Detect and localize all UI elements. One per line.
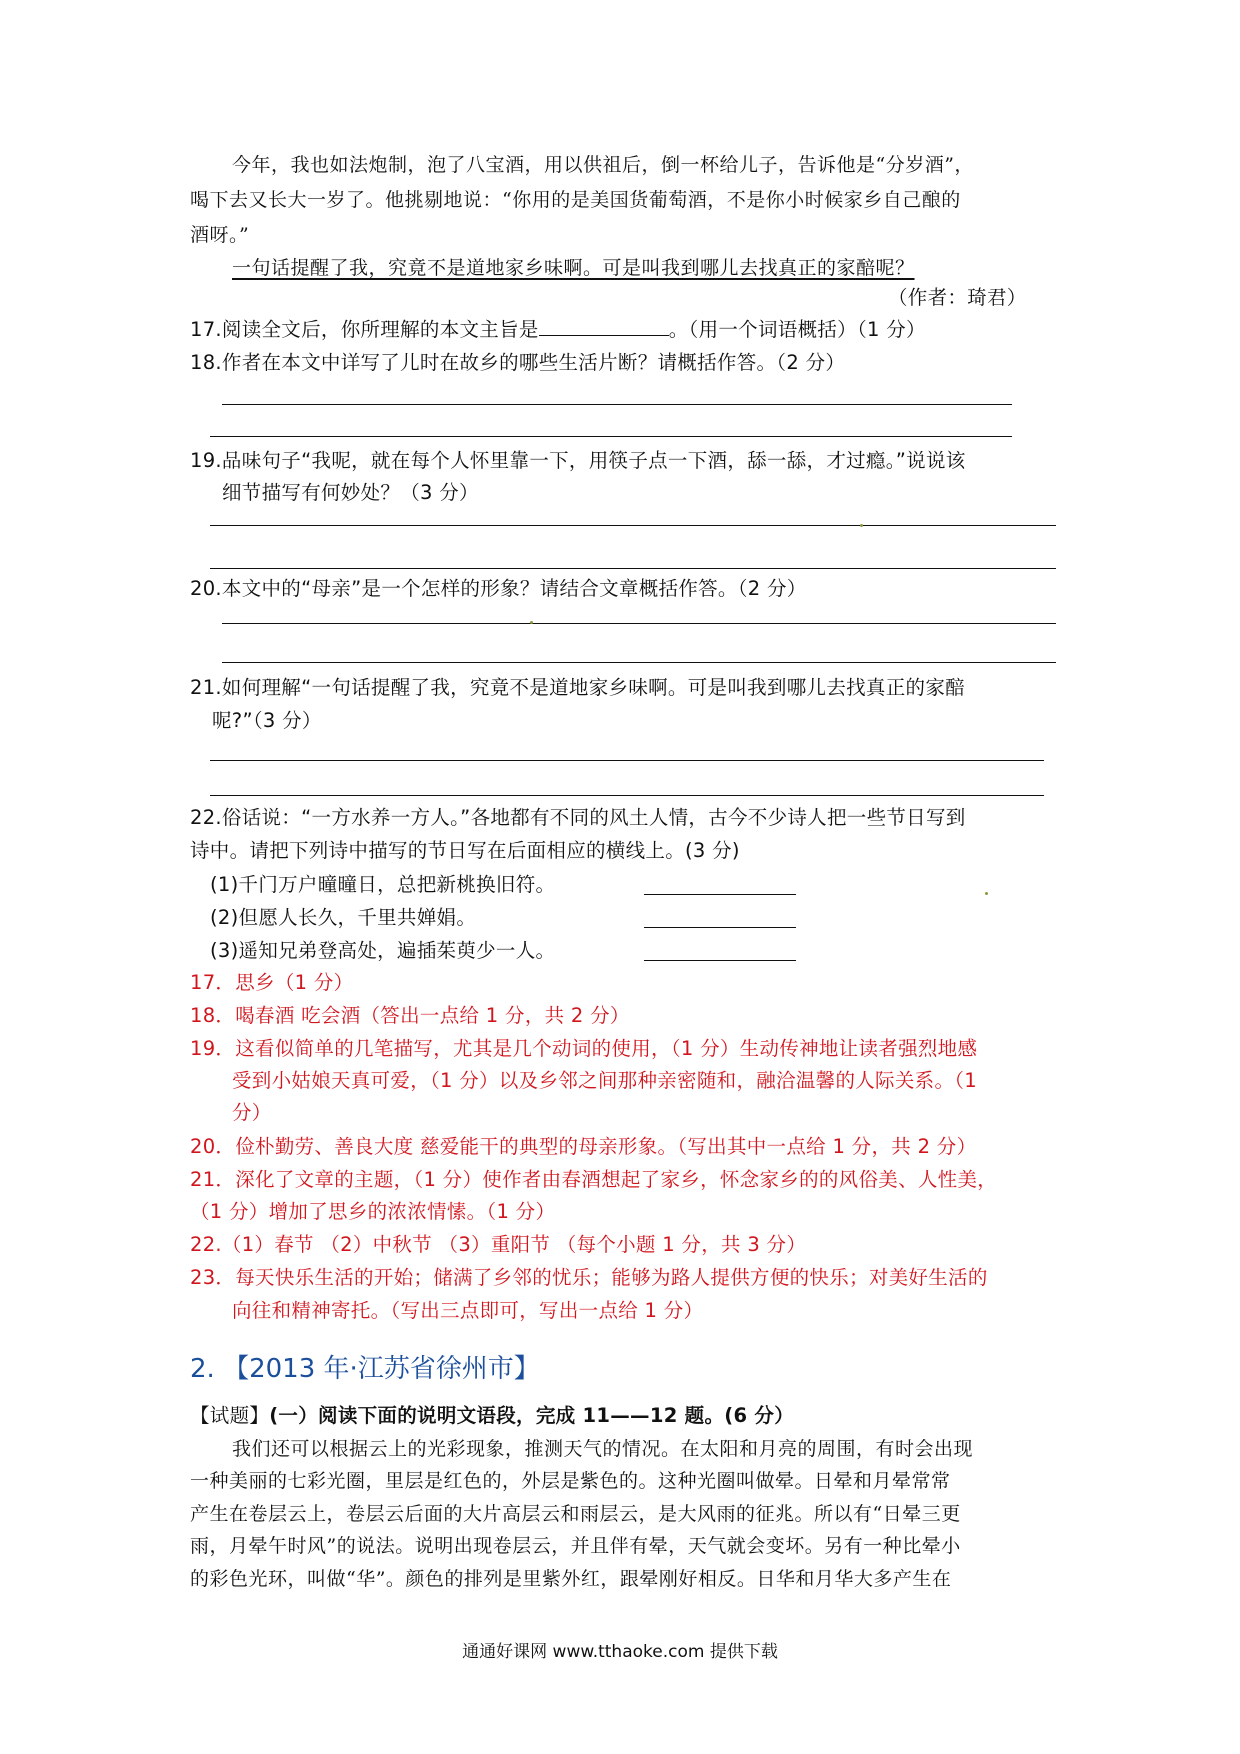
answer-blank[interactable] — [644, 927, 796, 928]
task-label: 【试题】 — [190, 1404, 270, 1427]
question-19-cont: 细节描写有何妙处？（3 分） — [222, 481, 479, 504]
poem-line-2: (2)但愿人长久，千里共婵娟。 — [210, 906, 477, 929]
answer-18: 18．喝春酒 吃会酒（答出一点给 1 分，共 2 分） — [190, 1004, 630, 1027]
poem-line-3: (3)遥知兄弟登高处，遍插茱萸少一人。 — [210, 939, 556, 962]
answer-line[interactable] — [222, 662, 1056, 663]
answer-23-cont: 向往和精神寄托。（写出三点即可，写出一点给 1 分） — [232, 1299, 704, 1322]
answer-17: 17．思乡（1 分） — [190, 971, 354, 994]
answer-blank[interactable] — [644, 894, 796, 895]
question-18: 18.作者在本文中详写了儿时在故乡的哪些生活片断？请概括作答。（2 分） — [190, 351, 846, 374]
passage-paragraph-line: 今年，我也如法炮制，泡了八宝酒，用以供祖后，倒一杯给儿子，告诉他是“分岁酒”， — [232, 154, 974, 176]
question-21: 21.如何理解“一句话提醒了我，究竟不是道地家乡味啊。可是叫我到哪儿去找真正的家醅 — [190, 676, 965, 699]
passage-paragraph-line: 雨，月晕午时风”的说法。说明出现卷层云，并且伴有晕，天气就会变坏。另有一种比晕小 — [190, 1535, 961, 1557]
answer-19-cont: 分） — [232, 1101, 272, 1124]
passage-paragraph-line: 一种美丽的七彩光圈，里层是红色的，外层是紫色的。这种光圈叫做晕。日晕和月晕常常 — [190, 1470, 951, 1492]
answer-line[interactable] — [222, 623, 1056, 624]
passage-paragraph-line: 喝下去又长大一岁了。他挑剔地说：“你用的是美国货葡萄酒，不是你小时候家乡自己酿的 — [190, 189, 961, 211]
question-17 — [190, 317, 926, 343]
answer-blank[interactable] — [644, 960, 796, 961]
answer-19: 19．这看似简单的几笔描写，尤其是几个动词的使用，（1 分）生动传神地让读者强烈地感 — [190, 1037, 978, 1060]
question-22-cont: 诗中。请把下列诗中描写的节日写在后面相应的横线上。(3 分) — [190, 839, 740, 862]
question-17-tail: 。（用一个词语概括）（1 分） — [668, 318, 926, 341]
poem-line-1: (1)千门万户曈曈日，总把新桃换旧符。 — [210, 873, 556, 896]
passage-paragraph-line: 酒呀。” — [190, 224, 250, 246]
answer-line[interactable] — [210, 795, 1044, 796]
passage-paragraph-line: 我们还可以根据云上的光彩现象，推测天气的情况。在太阳和月亮的周围，有时会出现 — [232, 1438, 974, 1460]
answer-line[interactable] — [222, 404, 1012, 405]
question-20: 20.本文中的“母亲”是一个怎样的形象？请结合文章概括作答。（2 分） — [190, 577, 807, 600]
answer-blank[interactable] — [539, 317, 669, 336]
question-22: 22.俗话说：“一方水养一方人。”各地都有不同的风土人情，古今不少诗人把一些节日写到 — [190, 806, 966, 829]
section-heading: 2. 【2013 年·江苏省徐州市】 — [190, 1354, 540, 1384]
answer-line[interactable] — [210, 525, 1056, 526]
author-credit: （作者：琦君） — [888, 286, 1027, 309]
answer-23: 23．每天快乐生活的开始；储满了乡邻的忧乐；能够为路人提供方便的快乐；对美好生活的 — [190, 1266, 988, 1289]
task-text: (一）阅读下面的说明文语段，完成 11——12 题。(6 分） — [269, 1404, 795, 1427]
passage-paragraph-line: 产生在卷层云上，卷层云后面的大片高层云和雨层云，是大风雨的征兆。所以有“日晕三更 — [190, 1503, 961, 1525]
scan-speck — [530, 621, 533, 624]
question-21-cont: 呢?”（3 分） — [212, 709, 322, 732]
answer-20: 20．俭朴勤劳、善良大度 慈爱能干的典型的母亲形象。（写出其中一点给 1 分，共 2 分） — [190, 1135, 977, 1158]
answer-21: 21．深化了文章的主题，（1 分）使作者由春酒想起了家乡，怀念家乡的的风俗美、人性美， — [190, 1168, 998, 1191]
answer-line[interactable] — [210, 436, 1012, 437]
answer-line[interactable] — [210, 568, 1056, 569]
answer-21-cont: （1 分）增加了思乡的浓浓情愫。（1 分） — [190, 1200, 556, 1223]
scan-speck — [860, 524, 863, 527]
answer-22: 22.（1）春节 （2）中秋节 （3）重阳节 （每个小题 1 分，共 3 分） — [190, 1233, 807, 1256]
question-17-text: 17.阅读全文后，你所理解的本文主旨是 — [190, 318, 539, 341]
scan-speck — [985, 892, 988, 895]
page-footer: 通通好课网 www.tthaoke.com 提供下载 — [462, 1642, 778, 1662]
passage-paragraph-line: 的彩色光环，叫做“华”。颜色的排列是里紫外红，跟晕刚好相反。日华和月华大多产生在 — [190, 1568, 952, 1590]
answer-19-cont: 受到小姑娘天真可爱，（1 分）以及乡邻之间那种亲密随和，融洽温馨的人际关系。（1 — [232, 1069, 978, 1092]
question-19: 19.品味句子“我呢，就在每个人怀里靠一下，用筷子点一下酒，舔一舔，才过瘾。”说说该 — [190, 449, 966, 472]
answer-line[interactable] — [210, 760, 1044, 761]
task-instruction — [190, 1403, 794, 1429]
passage-closing-sentence: 一句话提醒了我，究竟不是道地家乡味啊。可是叫我到哪儿去找真正的家醅呢？ — [232, 257, 915, 279]
